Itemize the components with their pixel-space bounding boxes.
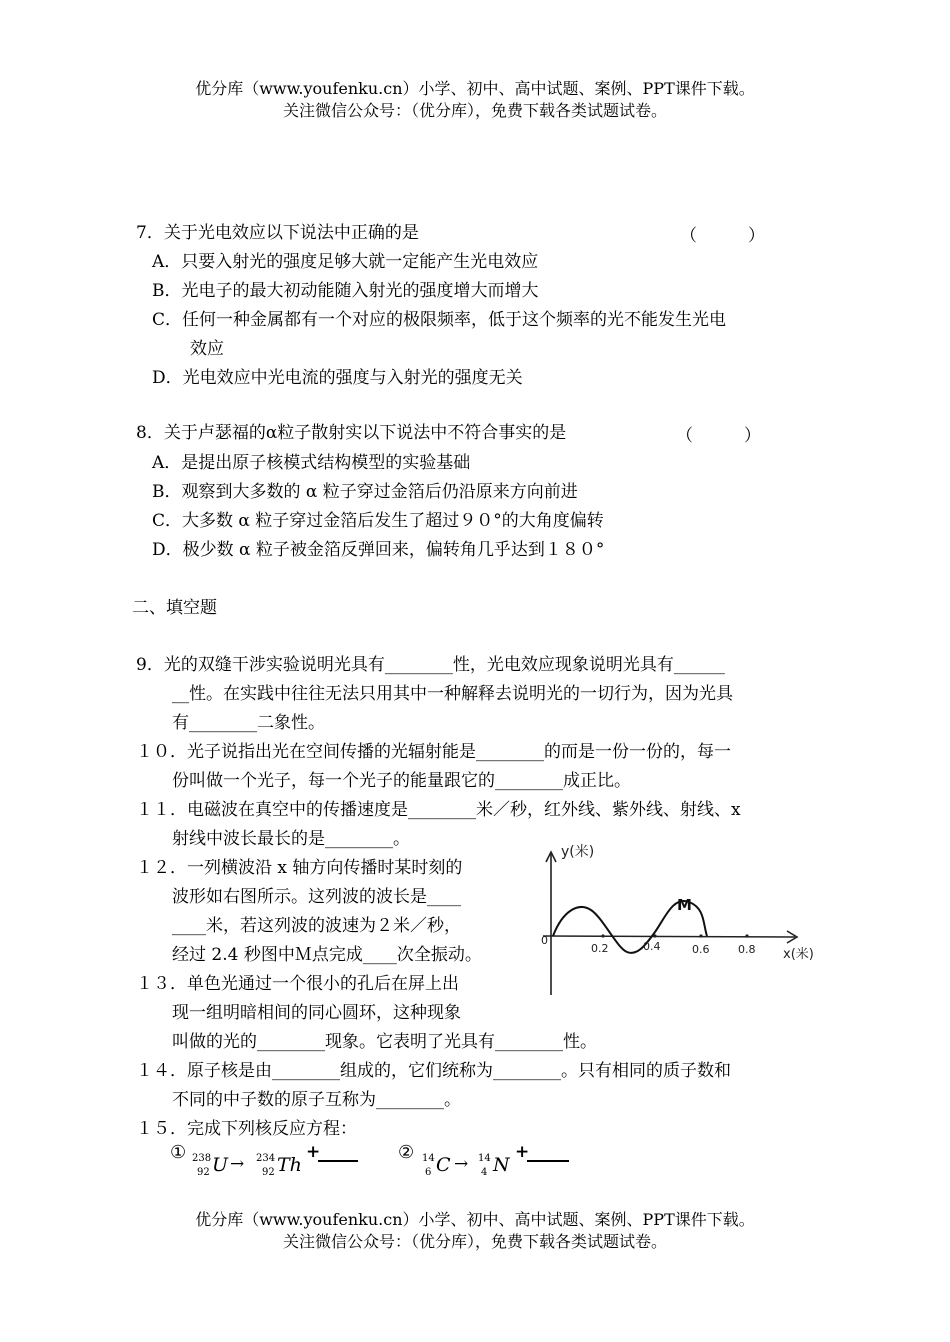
- q8-option-b: B．观察到大多数的 α 粒子穿过金箔后仍沿原来方向前进: [152, 482, 578, 502]
- origin-label: 0: [541, 934, 548, 947]
- eq2-arrow: →: [454, 1154, 469, 1174]
- eq1-th-z: 92: [262, 1167, 275, 1178]
- q7-option-b: B．光电子的最大初动能随入射光的强度增大而增大: [152, 281, 539, 301]
- header-line-1: 优分库（www.youfenku.cn）小学、初中、高中试题、案例、PPT课件下载。: [195, 79, 755, 98]
- q7-option-c-cont: 效应: [190, 339, 224, 359]
- eq2-number: ②: [398, 1142, 415, 1163]
- q10-line-1: １０．光子说指出光在空间传播的光辐射能是________的而是一份一份的，每一: [136, 742, 731, 762]
- eq1-th: Th: [277, 1154, 302, 1176]
- y-axis-label: y(米): [561, 844, 595, 860]
- eq2-c: C: [436, 1154, 451, 1176]
- q8-option-a: A．是提出原子核模式结构模型的实验基础: [152, 453, 471, 473]
- q14-line-1: １４．原子核是由________组成的，它们统称为________。只有相同的质子数和: [136, 1061, 731, 1081]
- q8-answer-paren: （ ）: [676, 426, 761, 446]
- q12-line-2: 波形如右图所示。这列波的波长是____: [172, 887, 461, 907]
- tick-mark-0.4: [653, 934, 656, 937]
- eq2-plus: +: [515, 1142, 530, 1162]
- q9-line-2: __性。在实践中往往无法只用其中一种解释去说明光的一切行为，因为光具: [172, 684, 733, 704]
- q7-option-c: C．任何一种金属都有一个对应的极限频率，低于这个频率的光不能发生光电: [152, 310, 727, 330]
- tick-mark-0.2: [601, 934, 604, 937]
- q7-stem: 7．关于光电效应以下说法中正确的是: [136, 223, 419, 243]
- tick-mark-0.6: [699, 934, 702, 937]
- footer-line-2: 关注微信公众号：（优分库），免费下载各类试题试卷。: [282, 1232, 667, 1251]
- point-m-label: M: [677, 896, 692, 914]
- q15-equation-1: [170, 1140, 370, 1184]
- eq1-th-mass: 234: [256, 1153, 276, 1164]
- q8-option-c: C．大多数 α 粒子穿过金箔后发生了超过９０°的大角度偏转: [152, 511, 604, 531]
- waveform-graph: [527, 840, 845, 1010]
- q7-option-a: A．只要入射光的强度足够大就一定能产生光电效应: [152, 252, 539, 272]
- eq1-plus: +: [306, 1142, 321, 1162]
- q15-stem: １５．完成下列核反应方程：: [136, 1119, 357, 1139]
- eq2-n-z: 4: [481, 1167, 488, 1178]
- tick-label-0.6: 0.6: [692, 943, 710, 956]
- q9-line-1: 9．光的双缝干涉实验说明光具有________性，光电效应现象说明光具有______: [136, 655, 725, 675]
- page-header: [0, 78, 950, 122]
- eq1-number: ①: [170, 1142, 187, 1163]
- eq1-u-z: 92: [197, 1167, 210, 1178]
- q7-option-d: D．光电效应中光电流的强度与入射光的强度无关: [152, 368, 523, 388]
- eq1-arrow: →: [230, 1154, 245, 1174]
- eq1-u-mass: 238: [192, 1153, 212, 1164]
- eq2-blank: [527, 1160, 569, 1162]
- eq1-u: U: [212, 1154, 229, 1176]
- section-title: 二、填空题: [132, 598, 217, 618]
- q11-line-2: 射线中波长最长的是________。: [172, 829, 410, 849]
- q13-line-2: 现一组明暗相间的同心圆环，这种现象: [172, 1003, 461, 1023]
- q11-line-1: １１．电磁波在真空中的传播速度是________米／秒，红外线、紫外线、射线、x: [136, 800, 741, 820]
- eq2-n: N: [493, 1154, 510, 1176]
- q7-answer-paren: （ ）: [680, 226, 765, 246]
- q13-line-3: 叫做的光的________现象。它表明了光具有________性。: [172, 1032, 597, 1052]
- tick-label-0.8: 0.8: [738, 943, 756, 956]
- footer-line-1: 优分库（www.youfenku.cn）小学、初中、高中试题、案例、PPT课件下载。: [195, 1210, 755, 1229]
- header-line-2: 关注微信公众号：（优分库），免费下载各类试题试卷。: [282, 101, 667, 120]
- q8-option-d: D．极少数 α 粒子被金箔反弹回来，偏转角几乎达到１８０°: [152, 540, 605, 560]
- q8-stem: 8．关于卢瑟福的α粒子散射实以下说法中不符合事实的是: [136, 423, 567, 443]
- q14-line-2: 不同的中子数的原子互称为________。: [172, 1090, 461, 1110]
- q13-line-1: １３．单色光通过一个很小的孔后在屏上出: [136, 974, 459, 994]
- page-footer: [0, 1209, 950, 1253]
- q12-line-4: 经过 2.4 秒图中Ｍ点完成____次全振动。: [172, 945, 482, 965]
- q12-line-1: １２．一列横波沿 x 轴方向传播时某时刻的: [136, 858, 463, 878]
- eq1-blank: [318, 1160, 358, 1162]
- x-axis: [543, 936, 795, 937]
- eq2-c-z: 6: [425, 1167, 432, 1178]
- q12-line-3: ____米，若这列波的波速为２米／秒，: [172, 916, 461, 936]
- eq2-c-mass: 14: [422, 1153, 435, 1164]
- tick-mark-0.8: [745, 934, 748, 937]
- q9-line-3: 有________二象性。: [172, 713, 325, 733]
- q10-line-2: 份叫做一个光子，每一个光子的能量跟它的________成正比。: [172, 771, 631, 791]
- x-axis-label: x(米): [783, 947, 814, 962]
- tick-label-0.4: 0.4: [643, 940, 661, 953]
- q15-equation-2: [398, 1140, 578, 1184]
- eq2-n-mass: 14: [478, 1153, 491, 1164]
- tick-label-0.2: 0.2: [591, 942, 609, 955]
